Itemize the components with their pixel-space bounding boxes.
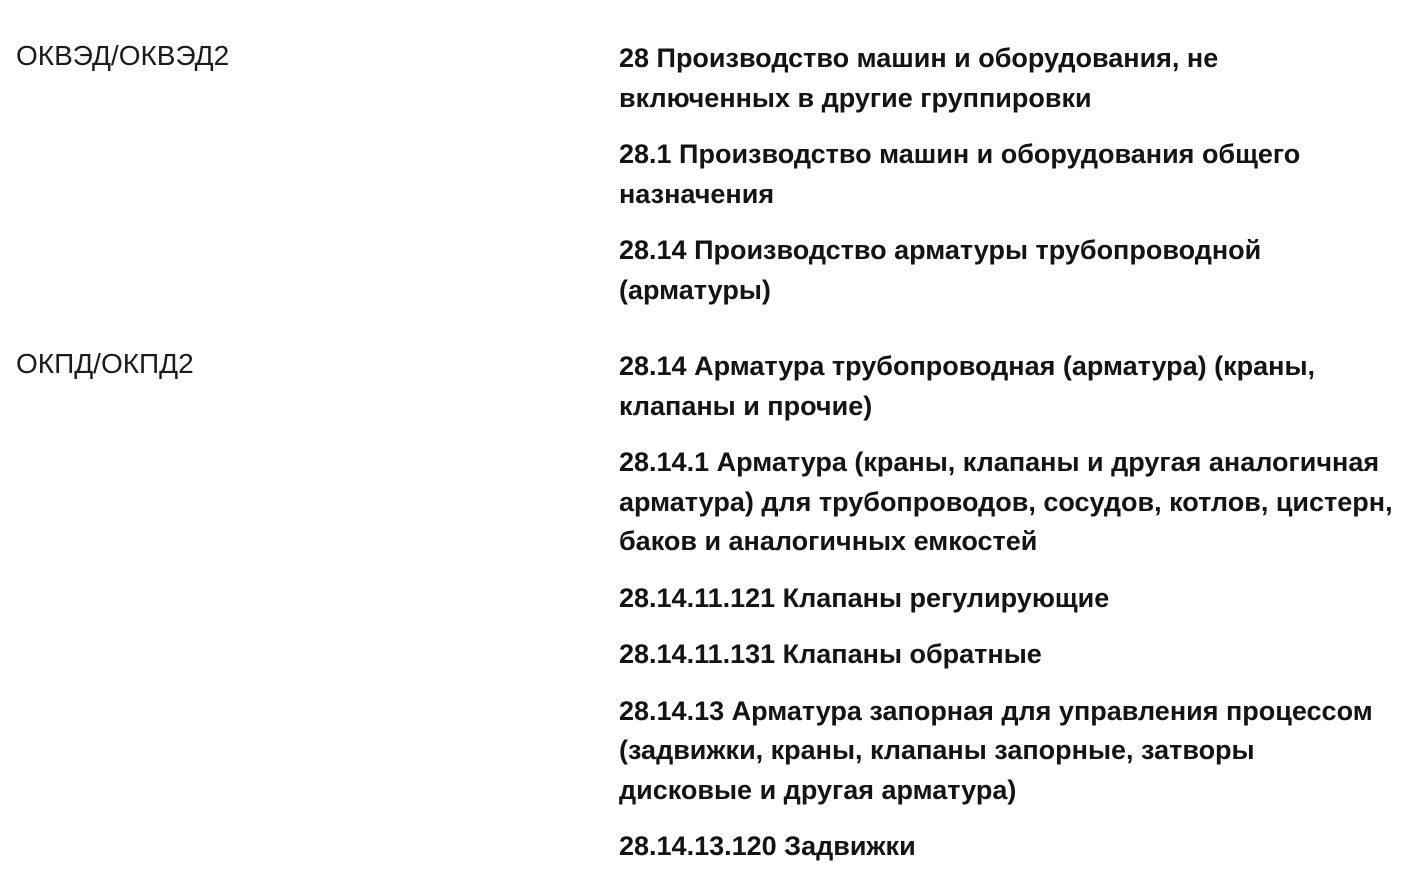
okpd-code-28-14: 28.14 Арматура трубопроводная (арматура) (краны, клапаны и прочие) — [619, 351, 1316, 421]
okpd-code-28-14-13: 28.14.13 Арматура запорная для управления процессом (задвижки, краны, клапаны запорные, затворы дисковые и другая арматура) — [619, 695, 1373, 805]
okved-code-list — [619, 39, 1394, 327]
okpd-code-list — [619, 347, 1394, 884]
okpd-code-28-14-11-131: 28.14.11.131 Клапаны обратные — [619, 639, 1042, 669]
okved-code-28-1: 28.1 Производство машин и оборудования общего назначения — [619, 139, 1301, 209]
okpd-code-28-14-1: 28.14.1 Арматура (краны, клапаны и другая аналогичная арматура) для трубопроводов, сосудов, котлов, цистерн, баков и аналогичных емкостей — [619, 447, 1393, 556]
okpd-label: ОКПД/ОКПД2 — [16, 348, 194, 379]
okpd-code-28-14-13-120: 28.14.13.120 Задвижки — [619, 831, 916, 861]
okved-label: ОКВЭД/ОКВЭД2 — [16, 40, 230, 71]
okpd-code-28-14-11-121: 28.14.11.121 Клапаны регулирующие — [619, 582, 1110, 613]
okved-code-28-14: 28.14 Производство арматуры трубопроводной (арматуры) — [619, 235, 1262, 305]
okved-code-28: 28 Производство машин и оборудования, не включенных в другие группировки — [619, 43, 1219, 113]
